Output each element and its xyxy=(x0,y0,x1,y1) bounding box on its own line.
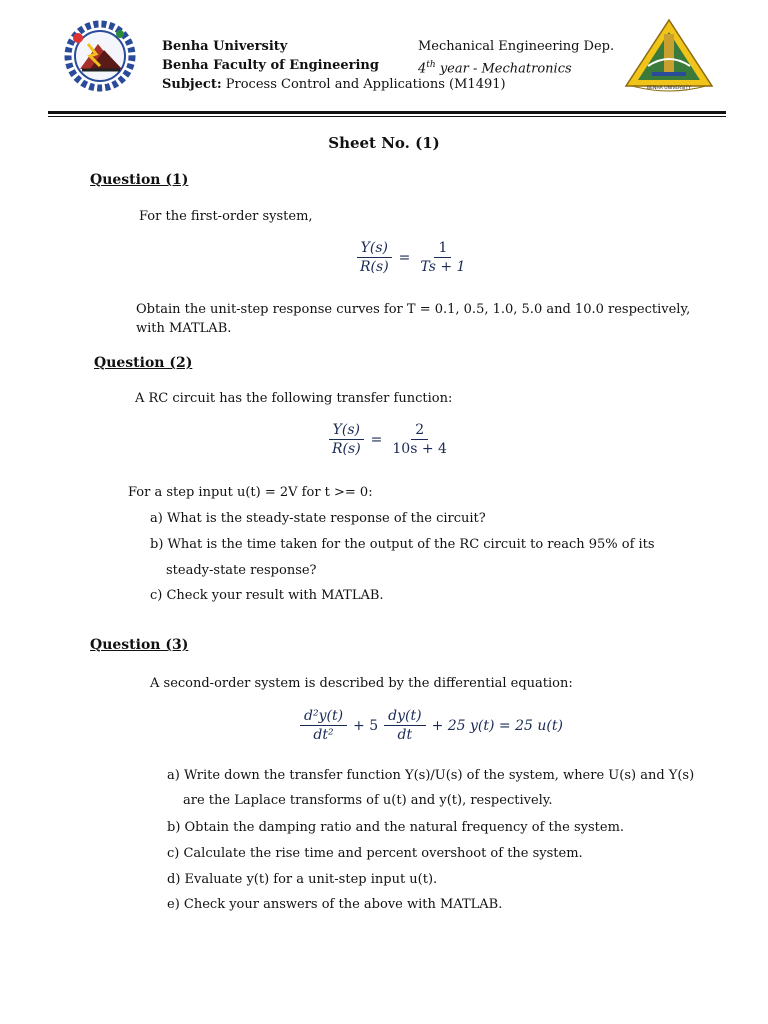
question-2-title: Question (2) xyxy=(94,355,193,371)
header-rule-thin xyxy=(48,116,726,117)
question-3-intro: A second-order system is described by the differential equation: xyxy=(150,676,573,691)
question-3-item-a-cont: are the Laplace transforms of u(t) and y(t), respectively. xyxy=(183,793,553,808)
question-1-intro: For the first-order system, xyxy=(139,209,313,224)
question-2-step-input: For a step input u(t) = 2V for t >= 0: xyxy=(128,485,373,500)
university-name: Benha University xyxy=(162,39,288,54)
subject-line: Subject: Process Control and Applications (M1491) xyxy=(162,77,506,92)
header-right xyxy=(418,37,614,78)
question-3-item-b: b) Obtain the damping ratio and the natural frequency of the system. xyxy=(167,820,625,835)
question-3-item-a: a) Write down the transfer function Y(s)/U(s) of the system, where U(s) and Y(s) xyxy=(167,768,695,783)
question-2-item-c: c) Check your result with MATLAB. xyxy=(150,588,384,603)
sheet-title: Sheet No. (1) xyxy=(328,134,440,152)
question-3-equation: $\frac{\text{d²y(t)}}{\text{dt²}}$ + 5 $\frac{dy(t)}{dt}$ + 25 y(t) = 25 u(t) xyxy=(300,708,563,743)
question-1-line-2: with MATLAB. xyxy=(136,321,232,336)
svg-text:BENHA UNIVERSITY: BENHA UNIVERSITY xyxy=(647,86,691,91)
faculty-name: Benha Faculty of Engineering xyxy=(162,58,379,73)
question-2-intro: A RC circuit has the following transfer function: xyxy=(135,391,453,406)
question-2-equation: $\frac{Y(s)}{R(s)}$ = $\frac{2}{10s + 4}$ xyxy=(328,422,451,457)
question-2-item-a: a) What is the steady-state response of the circuit? xyxy=(150,511,486,526)
header-rule-thick xyxy=(48,111,726,114)
question-3-title: Question (3) xyxy=(90,637,189,653)
question-1-equation: $\frac{Y(s)}{R(s)}$ = $\frac{1}{Ts + 1}$ xyxy=(356,240,469,275)
question-3-item-d: d) Evaluate y(t) for a unit-step input u(t). xyxy=(167,872,438,887)
university-logo xyxy=(622,16,716,92)
question-2-item-b: b) What is the time taken for the output of the RC circuit to reach 95% of its xyxy=(150,537,655,552)
question-1-line-1: Obtain the unit-step response curves for T = 0.1, 0.5, 1.0, 5.0 and 10.0 respectively, xyxy=(136,302,691,317)
department-name: Mechanical Engineering Dep. xyxy=(418,39,615,54)
year-line: 4th year - Mechatronics xyxy=(418,60,572,77)
question-2-item-b-cont: steady-state response? xyxy=(166,563,317,578)
university-emblem-icon xyxy=(622,16,716,92)
faculty-logo xyxy=(60,14,144,94)
faculty-gear-logo-icon xyxy=(60,14,144,94)
question-3-item-c: c) Calculate the rise time and percent overshoot of the system. xyxy=(167,846,583,861)
question-1-title: Question (1) xyxy=(90,172,189,188)
question-3-item-e: e) Check your answers of the above with MATLAB. xyxy=(167,897,503,912)
